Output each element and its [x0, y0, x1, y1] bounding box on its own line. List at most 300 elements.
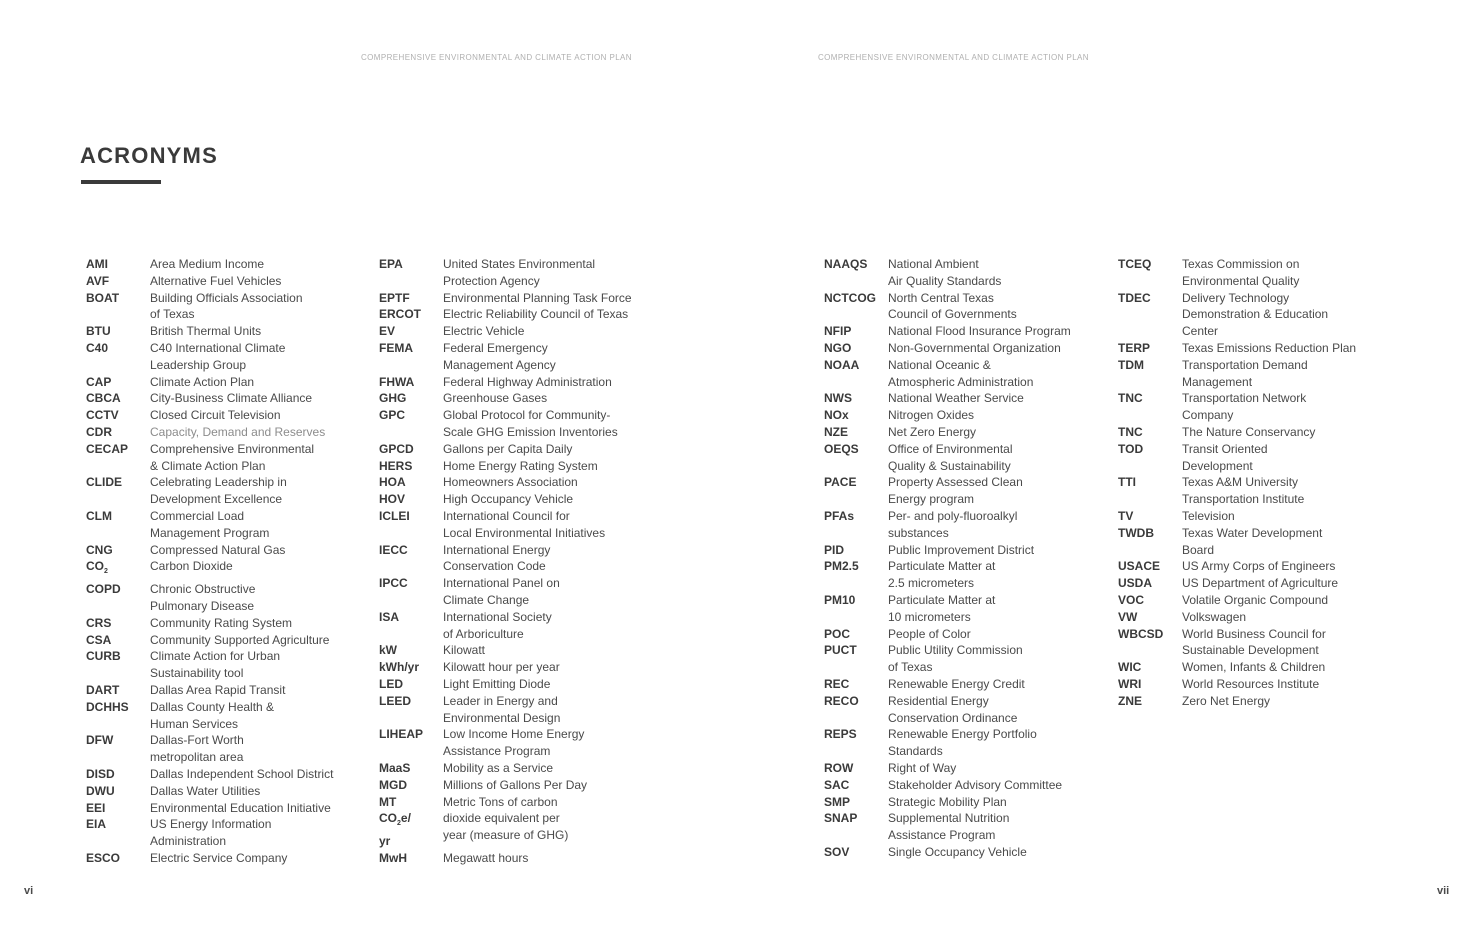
acronym-entry: [86, 632, 333, 649]
acronym-abbreviation: [824, 357, 888, 391]
acronym-definition: Stakeholder Advisory Committee: [888, 777, 1063, 792]
acronym-entry: [379, 256, 632, 290]
acronym-abbreviation: [1118, 441, 1182, 475]
acronym-entry: [379, 850, 632, 867]
acronym-entry: [86, 290, 333, 324]
acronym-entry: [86, 273, 333, 290]
abbreviation-subscript: 2: [104, 568, 108, 576]
acronym-definition: Greenhouse Gases: [443, 391, 548, 406]
abbreviation-text: TTI: [1118, 475, 1136, 490]
abbreviation-text: AMI: [86, 257, 108, 271]
acronym-definition: International Society of Arboriculture: [443, 609, 552, 641]
acronym-entry: [86, 800, 333, 817]
acronym-definition: Dallas Independent School District: [150, 766, 334, 781]
acronym-definition: National Ambient Air Quality Standards: [888, 257, 1002, 288]
acronym-definition: Electric Vehicle: [443, 324, 525, 339]
acronym-definition: Environmental Planning Task Force: [443, 290, 632, 305]
acronym-abbreviation: [379, 306, 443, 323]
acronym-abbreviation: [1118, 525, 1182, 559]
abbreviation-text: CLIDE: [86, 475, 122, 490]
abbreviation-text: EIA: [86, 817, 107, 832]
acronym-abbreviation: [824, 642, 888, 676]
acronym-definition: National Oceanic & Atmospheric Administration: [888, 357, 1034, 389]
acronym-entry: [379, 374, 632, 391]
acronym-abbreviation: [379, 323, 443, 340]
acronym-definition: Electric Service Company: [150, 850, 288, 865]
acronym-definition: US Army Corps of Engineers: [1182, 559, 1336, 574]
acronym-abbreviation: [86, 615, 150, 632]
abbreviation-text: CRS: [86, 615, 112, 630]
acronym-entry: [379, 726, 632, 760]
acronym-entry: [86, 699, 333, 733]
acronym-abbreviation: [86, 766, 150, 783]
acronym-definition: International Energy Conservation Code: [443, 542, 551, 574]
abbreviation-text: REC: [824, 676, 850, 691]
acronym-abbreviation: [86, 474, 150, 508]
abbreviation-text: TV: [1118, 508, 1134, 523]
acronym-definition: Property Assessed Clean Energy program: [888, 475, 1023, 507]
acronym-abbreviation: [824, 407, 888, 424]
acronym-abbreviation: [1118, 558, 1182, 575]
acronym-definition: Comprehensive Environmental & Climate Action Plan: [150, 441, 315, 473]
acronym-abbreviation: [1118, 424, 1182, 441]
abbreviation-text: AVF: [86, 273, 110, 288]
acronym-definition: Area Medium Income: [150, 257, 265, 271]
abbreviation-text: HERS: [379, 458, 413, 473]
acronym-abbreviation: [824, 810, 888, 844]
acronym-abbreviation: [379, 676, 443, 693]
acronym-abbreviation: [379, 794, 443, 811]
abbreviation-text: NOAA: [824, 357, 860, 372]
acronym-abbreviation: [379, 760, 443, 777]
acronym-entry: [379, 676, 632, 693]
acronym-entry: [379, 693, 632, 727]
acronym-abbreviation: [86, 800, 150, 817]
acronym-definition: Compressed Natural Gas: [150, 542, 286, 557]
abbreviation-text: POC: [824, 626, 851, 641]
acronym-abbreviation: [86, 632, 150, 649]
acronym-definition: Federal Highway Administration: [443, 374, 612, 389]
acronym-abbreviation: [1118, 693, 1182, 710]
acronym-definition: Light Emitting Diode: [443, 676, 551, 691]
acronym-entry: [86, 340, 333, 374]
abbreviation-text: LEED: [379, 693, 412, 708]
abbreviation-text: NAAQS: [824, 257, 868, 271]
abbreviation-subscript: 2: [397, 820, 401, 828]
acronym-abbreviation: [86, 542, 150, 559]
acronym-entry: [86, 682, 333, 699]
acronym-definition: National Weather Service: [888, 391, 1024, 406]
acronym-definition: Zero Net Energy: [1182, 693, 1271, 708]
acronym-definition: Environmental Education Initiative: [150, 800, 331, 815]
abbreviation-text: IPCC: [379, 576, 408, 591]
acronym-abbreviation: [86, 648, 150, 682]
acronym-definition: Closed Circuit Television: [150, 408, 281, 423]
acronym-abbreviation: [379, 693, 443, 727]
acronym-definition: Women, Infants & Children: [1182, 660, 1326, 675]
acronym-definition: Community Rating System: [150, 615, 293, 630]
acronym-abbreviation: [824, 794, 888, 811]
acronym-entry: [86, 783, 333, 800]
abbreviation-text: TOD: [1118, 441, 1144, 456]
acronym-entry: [86, 615, 333, 632]
acronym-abbreviation: [1118, 390, 1182, 424]
abbreviation-text: CO: [379, 811, 397, 826]
acronym-entry: [1118, 659, 1356, 676]
abbreviation-text: USACE: [1118, 559, 1161, 574]
acronym-definition: dioxide equivalent per year (measure of GHG): [443, 811, 569, 843]
acronym-entry: [824, 777, 1071, 794]
acronym-definition: Delivery Technology Demonstration & Education Center: [1182, 290, 1329, 339]
abbreviation-text: NFIP: [824, 324, 852, 339]
abbreviation-text: EV: [379, 324, 396, 339]
acronym-definition: Television: [1182, 508, 1235, 523]
abbreviation-suffix: e/ yr: [379, 811, 411, 849]
acronym-definition: Climate Action for Urban Sustainability tool: [150, 649, 281, 681]
acronym-definition: C40 International Climate Leadership Group: [150, 340, 286, 372]
abbreviation-text: TERP: [1118, 340, 1151, 355]
acronym-entry: [86, 581, 333, 615]
acronym-abbreviation: [379, 407, 443, 441]
acronym-abbreviation: [86, 441, 150, 475]
acronym-column-3: [824, 256, 1071, 861]
acronym-entry: [379, 575, 632, 609]
abbreviation-text: FEMA: [379, 340, 413, 355]
acronym-definition: Transportation Network Company: [1182, 391, 1307, 423]
abbreviation-text: BTU: [86, 324, 111, 339]
acronym-entry: [379, 407, 632, 441]
acronym-entry: [824, 508, 1071, 542]
page-title: ACRONYMS: [80, 143, 218, 168]
acronym-abbreviation: [379, 609, 443, 643]
acronym-entry: [1118, 424, 1356, 441]
acronym-definition: Dallas Area Rapid Transit: [150, 682, 286, 697]
acronym-definition: Texas Commission on Environmental Quality: [1182, 257, 1300, 288]
abbreviation-text: SMP: [824, 794, 851, 809]
acronym-definition: Particulate Matter at 10 micrometers: [888, 592, 996, 624]
acronym-abbreviation: [824, 693, 888, 727]
acronym-abbreviation: [1118, 256, 1182, 290]
acronym-entry: [86, 256, 333, 273]
acronym-definition: Chronic Obstructive Pulmonary Disease: [150, 582, 256, 613]
abbreviation-text: OEQS: [824, 441, 859, 456]
acronym-abbreviation: [379, 726, 443, 760]
acronym-entry: [1118, 256, 1356, 290]
acronym-abbreviation: [379, 374, 443, 391]
acronym-definition: United States Environmental Protection Agency: [443, 257, 596, 288]
abbreviation-text: NZE: [824, 424, 848, 439]
acronym-entry: [379, 777, 632, 794]
acronym-abbreviation: [824, 626, 888, 643]
abbreviation-text: CLM: [86, 508, 112, 523]
acronym-abbreviation: [86, 273, 150, 290]
acronym-entry: [379, 642, 632, 659]
acronym-definition: US Department of Agriculture: [1182, 576, 1339, 591]
acronym-abbreviation: [1118, 575, 1182, 592]
acronym-entry: [379, 458, 632, 475]
abbreviation-text: PFAs: [824, 508, 855, 523]
acronym-definition: Mobility as a Service: [443, 760, 554, 775]
abbreviation-text: PID: [824, 542, 845, 557]
acronym-abbreviation: [379, 777, 443, 794]
abbreviation-text: kW: [379, 643, 397, 658]
acronym-abbreviation: [1118, 592, 1182, 609]
acronym-definition: Supplemental Nutrition Assistance Program: [888, 811, 1010, 843]
acronym-definition: Transportation Demand Management: [1182, 357, 1308, 389]
acronym-abbreviation: [86, 323, 150, 340]
acronym-definition: Kilowatt: [443, 643, 486, 658]
abbreviation-text: GPCD: [379, 441, 414, 456]
acronym-abbreviation: [379, 542, 443, 576]
title-underline: [81, 180, 161, 184]
abbreviation-text: MwH: [379, 850, 407, 865]
acronym-entry: [824, 642, 1071, 676]
abbreviation-text: DWU: [86, 783, 115, 798]
acronym-definition: Commercial Load Management Program: [150, 508, 270, 540]
acronym-definition: International Council for Local Environmental Initiatives: [443, 508, 606, 540]
acronym-abbreviation: [379, 508, 443, 542]
acronym-entry: [824, 407, 1071, 424]
acronym-definition: Per- and poly-fluoroalkyl substances: [888, 508, 1018, 540]
abbreviation-text: GPC: [379, 408, 406, 423]
acronym-abbreviation: [824, 542, 888, 559]
acronym-entry: [1118, 441, 1356, 475]
acronym-entry: [86, 407, 333, 424]
abbreviation-text: DFW: [86, 733, 114, 748]
acronym-abbreviation: [379, 575, 443, 609]
acronym-entry: [824, 474, 1071, 508]
abbreviation-text: ESCO: [86, 850, 121, 865]
acronym-entry: [379, 508, 632, 542]
acronym-abbreviation: [86, 374, 150, 391]
acronym-entry: [379, 390, 632, 407]
acronym-entry: [86, 390, 333, 407]
acronym-definition: Volatile Organic Compound: [1182, 592, 1329, 607]
abbreviation-text: EPA: [379, 257, 403, 271]
acronym-definition: Carbon Dioxide: [150, 559, 233, 574]
abbreviation-text: TNC: [1118, 424, 1143, 439]
acronym-entry: [379, 290, 632, 307]
acronym-abbreviation: [86, 424, 150, 441]
acronym-entry: [1118, 357, 1356, 391]
abbreviation-text: ROW: [824, 760, 854, 775]
page-number-left: vi: [24, 885, 34, 897]
acronym-abbreviation: [824, 760, 888, 777]
abbreviation-text: TDEC: [1118, 290, 1151, 305]
abbreviation-text: MT: [379, 794, 397, 809]
acronym-abbreviation: [86, 558, 150, 581]
abbreviation-text: EPTF: [379, 290, 410, 305]
acronym-abbreviation: [824, 256, 888, 290]
acronym-definition: National Flood Insurance Program: [888, 324, 1071, 339]
acronym-definition: Millions of Gallons Per Day: [443, 777, 588, 792]
abbreviation-text: kWh/yr: [379, 660, 420, 675]
acronym-definition: Single Occupancy Vehicle: [888, 844, 1027, 859]
abbreviation-text: CURB: [86, 649, 121, 664]
abbreviation-text: CNG: [86, 542, 113, 557]
acronym-abbreviation: [824, 340, 888, 357]
abbreviation-text: CO: [86, 559, 104, 574]
acronym-abbreviation: [824, 290, 888, 324]
acronym-definition: Dallas-Fort Worth metropolitan area: [150, 733, 244, 765]
abbreviation-text: ICLEI: [379, 508, 410, 523]
acronym-definition: Metric Tons of carbon: [443, 794, 558, 809]
acronym-entry: [1118, 525, 1356, 559]
acronym-definition: Home Energy Rating System: [443, 458, 598, 473]
acronym-entry: [86, 816, 333, 850]
acronym-entry: [1118, 290, 1356, 340]
acronym-entry: [1118, 474, 1356, 508]
abbreviation-text: PM10: [824, 592, 856, 607]
abbreviation-text: NOx: [824, 408, 849, 423]
acronym-entry: [824, 441, 1071, 475]
abbreviation-text: CECAP: [86, 441, 129, 456]
acronym-definition: Texas Water Development Board: [1182, 525, 1323, 557]
acronym-abbreviation: [824, 323, 888, 340]
acronym-abbreviation: [379, 256, 443, 290]
acronym-definition: Strategic Mobility Plan: [888, 794, 1007, 809]
acronym-entry: [824, 340, 1071, 357]
acronym-definition: Volkswagen: [1182, 609, 1247, 624]
acronym-definition: Kilowatt hour per year: [443, 660, 560, 675]
acronym-abbreviation: [379, 810, 443, 850]
acronym-definition: Homeowners Association: [443, 475, 578, 490]
abbreviation-text: DISD: [86, 766, 115, 781]
abbreviation-text: WIC: [1118, 660, 1142, 675]
acronym-abbreviation: [379, 441, 443, 458]
acronym-entry: [86, 732, 333, 766]
acronym-abbreviation: [86, 340, 150, 374]
acronym-definition: Public Improvement District: [888, 542, 1035, 557]
acronym-definition: World Business Council for Sustainable Development: [1182, 626, 1326, 658]
abbreviation-text: COPD: [86, 582, 121, 597]
acronym-definition: Right of Way: [888, 760, 957, 775]
acronym-entry: [86, 766, 333, 783]
acronym-entry: [1118, 592, 1356, 609]
acronym-abbreviation: [379, 474, 443, 491]
acronym-entry: [824, 726, 1071, 760]
acronym-abbreviation: [86, 682, 150, 699]
abbreviation-text: NCTCOG: [824, 290, 876, 305]
abbreviation-text: PM2.5: [824, 559, 859, 574]
acronym-entry: [1118, 390, 1356, 424]
abbreviation-text: HOA: [379, 475, 406, 490]
acronym-abbreviation: [86, 407, 150, 424]
acronym-abbreviation: [86, 732, 150, 766]
acronym-abbreviation: [379, 340, 443, 374]
acronym-column-4: [1118, 256, 1356, 710]
acronym-entry: [379, 491, 632, 508]
acronym-definition: Electric Reliability Council of Texas: [443, 307, 629, 322]
abbreviation-text: ISA: [379, 609, 400, 624]
acronym-abbreviation: [379, 659, 443, 676]
acronym-definition: Leader in Energy and Environmental Design: [443, 693, 561, 725]
acronym-entry: [824, 390, 1071, 407]
abbreviation-text: C40: [86, 340, 109, 355]
abbreviation-text: TDM: [1118, 357, 1144, 372]
acronym-abbreviation: [86, 783, 150, 800]
acronym-entry: [86, 474, 333, 508]
acronym-entry: [86, 850, 333, 867]
acronym-definition: Dallas County Health & Human Services: [150, 699, 275, 731]
acronym-entry: [379, 340, 632, 374]
acronym-definition: International Panel on Climate Change: [443, 576, 560, 607]
acronym-entry: [379, 659, 632, 676]
acronym-entry: [824, 290, 1071, 324]
acronym-abbreviation: [1118, 290, 1182, 340]
acronym-definition: US Energy Information Administration: [150, 817, 272, 849]
abbreviation-text: ZNE: [1118, 693, 1142, 708]
abbreviation-text: SOV: [824, 844, 850, 859]
abbreviation-text: REPS: [824, 727, 857, 742]
acronym-abbreviation: [824, 508, 888, 542]
acronym-abbreviation: [86, 290, 150, 324]
abbreviation-text: WBCSD: [1118, 626, 1164, 641]
acronym-entry: [86, 323, 333, 340]
acronym-definition: Building Officials Association of Texas: [150, 290, 303, 322]
abbreviation-text: TCEQ: [1118, 257, 1152, 271]
acronym-abbreviation: [86, 508, 150, 542]
abbreviation-text: VOC: [1118, 592, 1145, 607]
abbreviation-text: LED: [379, 676, 403, 691]
abbreviation-text: PUCT: [824, 643, 857, 658]
acronym-abbreviation: [824, 558, 888, 592]
abbreviation-text: CBCA: [86, 391, 121, 406]
acronym-entry: [86, 648, 333, 682]
acronym-abbreviation: [1118, 609, 1182, 626]
acronym-definition: World Resources Institute: [1182, 676, 1320, 691]
acronym-definition: Non-Governmental Organization: [888, 340, 1061, 355]
acronym-entry: [824, 357, 1071, 391]
acronym-entry: [824, 810, 1071, 844]
abbreviation-text: TNC: [1118, 391, 1143, 406]
acronym-entry: [86, 558, 333, 581]
acronym-abbreviation: [86, 256, 150, 273]
acronym-entry: [1118, 575, 1356, 592]
acronym-abbreviation: [824, 592, 888, 626]
acronym-abbreviation: [824, 726, 888, 760]
acronym-entry: [824, 558, 1071, 592]
acronym-abbreviation: [379, 390, 443, 407]
acronym-definition: Capacity, Demand and Reserves: [150, 424, 326, 439]
abbreviation-text: USDA: [1118, 576, 1153, 591]
acronym-entry: [824, 626, 1071, 643]
abbreviation-text: HOV: [379, 492, 406, 507]
acronym-definition: British Thermal Units: [150, 324, 262, 339]
acronym-entry: [824, 844, 1071, 861]
acronym-definition: City-Business Climate Alliance: [150, 391, 313, 406]
acronym-entry: [86, 424, 333, 441]
abbreviation-text: CAP: [86, 374, 112, 389]
acronym-abbreviation: [1118, 474, 1182, 508]
acronym-entry: [824, 760, 1071, 777]
acronym-entry: [824, 794, 1071, 811]
acronym-definition: Alternative Fuel Vehicles: [150, 273, 282, 288]
acronym-definition: Federal Emergency Management Agency: [443, 340, 556, 372]
acronym-definition: Climate Action Plan: [150, 374, 255, 389]
acronym-entry: [1118, 626, 1356, 660]
acronym-abbreviation: [86, 850, 150, 867]
acronym-entry: [86, 441, 333, 475]
acronym-column-2: [379, 256, 632, 867]
abbreviation-text: MaaS: [379, 760, 411, 775]
abbreviation-text: PACE: [824, 475, 857, 490]
acronym-entry: [86, 374, 333, 391]
acronym-entry: [379, 323, 632, 340]
abbreviation-text: DCHHS: [86, 699, 129, 714]
acronym-definition: Texas A&M University Transportation Institute: [1182, 475, 1305, 507]
acronym-definition: High Occupancy Vehicle: [443, 492, 574, 507]
